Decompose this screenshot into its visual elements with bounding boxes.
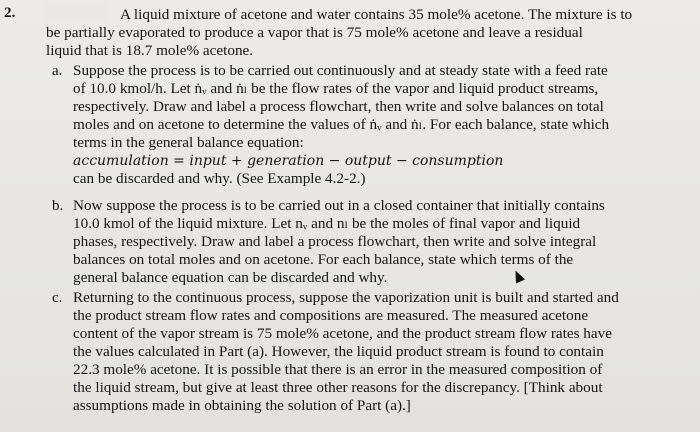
part-a-label: a. bbox=[52, 63, 63, 79]
balance-equation: accumulation = input + generation − output − consumption bbox=[73, 153, 504, 169]
intro-line: be partially evaporated to produce a vapor that is 75 mole% acetone and leave a residual bbox=[46, 24, 583, 41]
part-c-label: c. bbox=[52, 290, 63, 306]
part-c-line: 22.3 mole% acetone. It is possible that there is an error in the measured composition of bbox=[73, 361, 603, 378]
part-a-line: moles and on acetone to determine the values of ṅᵥ and ṅₗ. For each balance, state which bbox=[73, 116, 610, 133]
part-c-line: Returning to the continuous process, suppose the vaporization unit is built and started and bbox=[73, 289, 619, 306]
part-c-line: content of the vapor stream is 75 mole% acetone, and the product stream flow rates have bbox=[73, 325, 612, 342]
part-c-line: the values calculated in Part (a). However, the liquid product stream is found to contain bbox=[73, 343, 604, 360]
part-a-line: of 10.0 kmol/h. Let ṅᵥ and ṅₗ be the flow rates of the vapor and liquid product streams, bbox=[73, 80, 599, 97]
part-b-line: balances on total moles and on acetone. For each balance, state which terms of the bbox=[73, 251, 574, 268]
part-b-line: 10.0 kmol of the liquid mixture. Let nᵥ and nₗ be the moles of final vapor and liquid bbox=[73, 215, 581, 232]
part-b-label: b. bbox=[52, 198, 64, 214]
intro-line: liquid that is 18.7 mole% acetone. bbox=[46, 42, 254, 59]
part-a-line: respectively. Draw and label a process flowchart, then write and solve balances on total bbox=[73, 98, 604, 115]
part-c-line: assumptions made in obtaining the solution of Part (a).] bbox=[73, 397, 411, 414]
intro-line: A liquid mixture of acetone and water contains 35 mole% acetone. The mixture is to bbox=[120, 6, 633, 23]
part-b-line: Now suppose the process is to be carried out in a closed container that initially contains bbox=[73, 197, 605, 214]
problem-number: 2. bbox=[4, 4, 16, 21]
part-b-line: phases, respectively. Draw and label a process flowchart, then write and solve integral bbox=[73, 233, 597, 250]
part-a-line: terms in the general balance equation: bbox=[73, 134, 304, 151]
part-b-line: general balance equation can be discarded and why. bbox=[73, 269, 388, 286]
mouse-cursor-icon bbox=[511, 268, 525, 283]
part-c-line: the product stream flow rates and compositions are measured. The measured acetone bbox=[73, 307, 589, 324]
part-c-line: the liquid stream, but give at least three other reasons for the discrepancy. [Think about bbox=[73, 379, 603, 396]
part-a-line: Suppose the process is to be carried out continuously and at steady state with a feed rate bbox=[73, 62, 608, 79]
redacted-region bbox=[44, 4, 106, 22]
part-a-line: can be discarded and why. (See Example 4.2-2.) bbox=[73, 170, 366, 187]
